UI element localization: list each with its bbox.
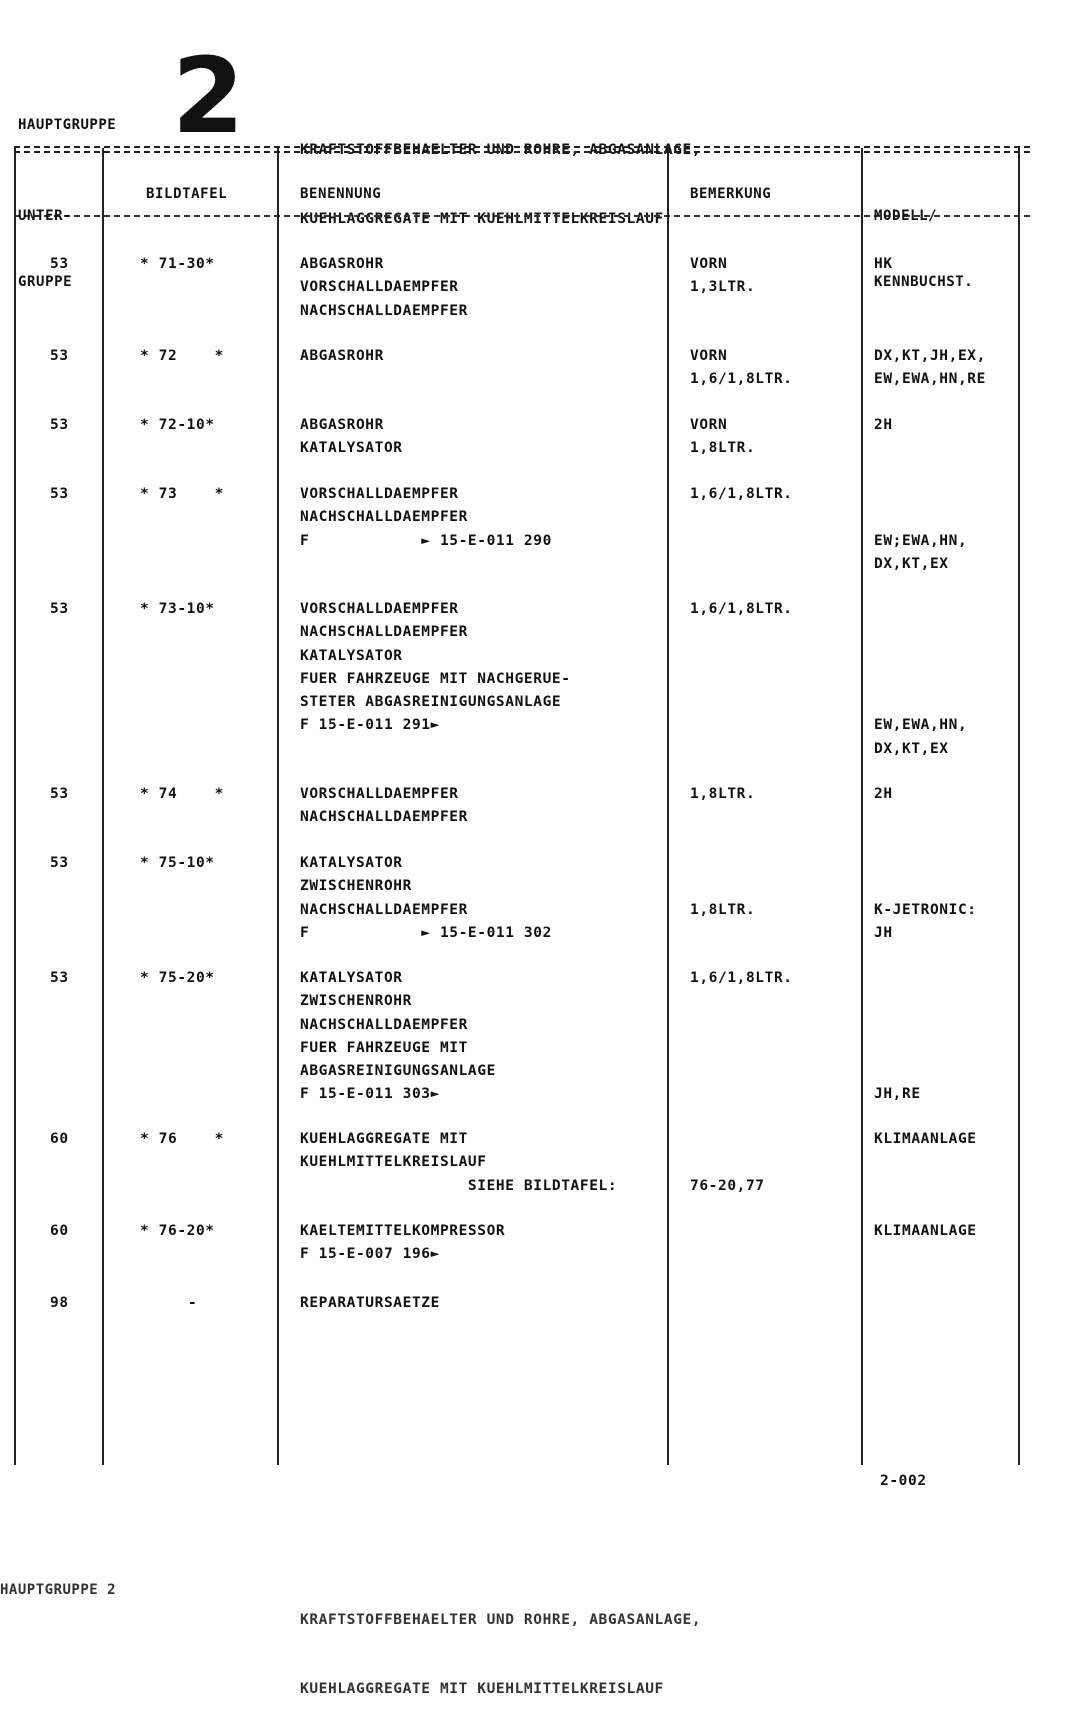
row-2-modell: [874, 345, 986, 392]
row-5-untergruppe: [50, 598, 69, 621]
column-header-modell-line-1: MODELL/: [874, 208, 938, 224]
row-8-modell: [874, 967, 921, 1107]
row-3-modell-line-1: 2H: [874, 417, 893, 433]
row-7-bemerkung-line-1: [690, 852, 755, 875]
row-7-benennung-line-4: F ► 15-E-011 302: [300, 924, 552, 941]
row-3-modell: [874, 414, 893, 437]
row-3-benennung: [300, 414, 403, 461]
footer-title: [300, 1563, 701, 1724]
row-5-modell-line-6: EW,EWA,HN,: [874, 717, 968, 734]
row-4-modell-line-2: [874, 506, 967, 529]
row-10-untergruppe-line-1: 60: [50, 1223, 69, 1239]
header-title-line-2: KUEHLAGGREGATE MIT KUEHLMITTELKREISLAUF: [300, 211, 664, 227]
row-4-bemerkung: [690, 483, 793, 506]
row-1-bildtafel-line-1: * 71-30*: [140, 256, 215, 272]
row-2-bemerkung-line-2: 1,6/1,8LTR.: [690, 371, 793, 388]
header-title-line-1: KRAFTSTOFFBEHAELTER UND ROHRE, ABGASANLAGE,: [300, 142, 702, 158]
column-divider-4: [861, 148, 863, 1465]
column-divider-3: [667, 148, 669, 1465]
row-2-benennung: [300, 345, 384, 368]
row-7-benennung-line-1: KATALYSATOR: [300, 855, 403, 871]
row-8-modell-line-5: [874, 1060, 921, 1083]
row-6-bemerkung-line-1: 1,8LTR.: [690, 786, 756, 802]
row-8-benennung-line-3: NACHSCHALLDAEMPFER: [300, 1016, 468, 1033]
row-9-benennung: [300, 1128, 617, 1198]
row-8-benennung-line-6: F 15-E-011 303►: [300, 1086, 440, 1103]
row-1-benennung-line-2: VORSCHALLDAEMPFER: [300, 279, 459, 296]
row-7-modell: [874, 852, 977, 945]
row-3-benennung-line-2: KATALYSATOR: [300, 440, 403, 457]
row-2-bemerkung: [690, 345, 793, 392]
column-header-bemerkung: BEMERKUNG: [690, 186, 772, 202]
row-1-untergruppe: [50, 253, 69, 276]
row-8-bildtafel: [140, 967, 215, 990]
row-9-benennung-line-2: KUEHLMITTELKREISLAUF: [300, 1154, 487, 1171]
row-8-bemerkung: [690, 967, 793, 990]
row-5-benennung-line-2: NACHSCHALLDAEMPFER: [300, 624, 468, 641]
row-4-untergruppe: [50, 483, 69, 506]
row-2-modell-line-1: DX,KT,JH,EX,: [874, 348, 986, 364]
row-11-bildtafel-line-1: -: [188, 1295, 198, 1311]
table-border-right: [1018, 148, 1020, 1465]
row-7-untergruppe-line-1: 53: [50, 855, 69, 871]
row-1-bemerkung-line-1: VORN: [690, 256, 728, 272]
row-8-bildtafel-line-1: * 75-20*: [140, 970, 215, 986]
row-2-untergruppe-line-1: 53: [50, 348, 69, 364]
row-5-modell: [874, 598, 967, 761]
column-header-untergruppe-line-2: GRUPPE: [18, 274, 73, 290]
row-6-bildtafel-line-1: * 74 *: [140, 786, 224, 802]
row-5-benennung-line-1: VORSCHALLDAEMPFER: [300, 601, 459, 617]
row-7-untergruppe: [50, 852, 69, 875]
row-2-benennung-line-1: ABGASROHR: [300, 348, 384, 364]
row-7-modell-line-1: [874, 852, 977, 875]
row-4-untergruppe-line-1: 53: [50, 486, 69, 502]
row-4-modell-line-4: DX,KT,EX: [874, 555, 949, 572]
row-7-benennung-line-3: NACHSCHALLDAEMPFER: [300, 901, 468, 918]
row-9-bildtafel-line-1: * 76 *: [140, 1131, 224, 1147]
row-3-bildtafel-line-1: * 72-10*: [140, 417, 215, 433]
row-4-modell-line-3: EW;EWA,HN,: [874, 532, 968, 549]
row-10-bildtafel-line-1: * 76-20*: [140, 1223, 215, 1239]
row-7-bemerkung: [690, 852, 755, 922]
footer-title-line-2: KUEHLAGGREGATE MIT KUEHLMITTELKREISLAUF: [300, 1681, 664, 1697]
row-1-bemerkung-line-2: 1,3LTR.: [690, 279, 756, 296]
header-title: [300, 93, 701, 254]
row-3-bemerkung-line-2: 1,8LTR.: [690, 440, 756, 457]
row-9-bemerkung-line-2: [690, 1151, 765, 1174]
row-1-untergruppe-line-1: 53: [50, 256, 69, 272]
row-5-modell-line-3: [874, 645, 967, 668]
row-2-modell-line-2: EW,EWA,HN,RE: [874, 371, 986, 388]
row-6-benennung-line-1: VORSCHALLDAEMPFER: [300, 786, 459, 802]
row-11-benennung-line-1: REPARATURSAETZE: [300, 1295, 440, 1311]
row-3-bildtafel: [140, 414, 215, 437]
row-7-modell-line-4: JH: [874, 924, 893, 941]
row-11-bildtafel: [188, 1292, 197, 1315]
row-3-untergruppe: [50, 414, 69, 437]
row-5-benennung-line-3: KATALYSATOR: [300, 647, 403, 664]
row-8-modell-line-4: [874, 1037, 921, 1060]
row-5-bemerkung-line-1: 1,6/1,8LTR.: [690, 601, 793, 617]
row-8-benennung-line-4: FUER FAHRZEUGE MIT: [300, 1039, 468, 1056]
footer-title-line-1: KRAFTSTOFFBEHAELTER UND ROHRE, ABGASANLAGE,: [300, 1612, 702, 1628]
row-4-modell: [874, 483, 967, 576]
row-7-bemerkung-line-3: 1,8LTR.: [690, 901, 756, 918]
row-10-modell: [874, 1220, 977, 1243]
row-6-modell: [874, 783, 893, 806]
row-6-benennung-line-2: NACHSCHALLDAEMPFER: [300, 809, 468, 826]
row-10-benennung-line-1: KAELTEMITTELKOMPRESSOR: [300, 1223, 506, 1239]
row-9-benennung-line-1: KUEHLAGGREGATE MIT: [300, 1131, 468, 1147]
row-5-benennung-line-4: FUER FAHRZEUGE MIT NACHGERUE-: [300, 670, 571, 687]
row-4-bildtafel-line-1: * 73 *: [140, 486, 224, 502]
row-1-benennung: [300, 253, 468, 323]
row-6-modell-line-1: 2H: [874, 786, 893, 802]
row-9-bemerkung: [690, 1128, 765, 1198]
row-4-benennung-line-3: F ► 15-E-011 290: [300, 532, 552, 549]
row-5-benennung-line-6: F 15-E-011 291►: [300, 717, 440, 734]
header-rule-top-2: [14, 151, 1030, 153]
column-header-modell: [874, 161, 973, 315]
table-border-left: [14, 148, 16, 1465]
row-3-untergruppe-line-1: 53: [50, 417, 69, 433]
row-4-modell-line-1: [874, 483, 967, 506]
row-5-bildtafel: [140, 598, 215, 621]
row-3-bemerkung: [690, 414, 755, 461]
row-9-modell-line-1: KLIMAANLAGE: [874, 1131, 977, 1147]
row-1-modell-line-1: HK: [874, 256, 893, 272]
row-8-modell-line-1: [874, 967, 921, 990]
row-6-benennung: [300, 783, 468, 830]
row-7-bildtafel-line-1: * 75-10*: [140, 855, 215, 871]
column-divider-2: [277, 148, 279, 1465]
header-group-number: 2: [172, 35, 245, 157]
row-9-bemerkung-line-1: [690, 1128, 765, 1151]
row-11-untergruppe-line-1: 98: [50, 1295, 69, 1311]
row-1-bemerkung: [690, 253, 755, 300]
row-2-bemerkung-line-1: VORN: [690, 348, 728, 364]
row-8-modell-line-6: JH,RE: [874, 1086, 921, 1103]
row-1-benennung-line-1: ABGASROHR: [300, 256, 384, 272]
column-divider-1: [102, 148, 104, 1465]
row-11-benennung: [300, 1292, 440, 1315]
row-5-bildtafel-line-1: * 73-10*: [140, 601, 215, 617]
row-7-benennung: [300, 852, 552, 945]
row-7-bildtafel: [140, 852, 215, 875]
row-7-modell-line-2: [874, 875, 977, 898]
page-number: 2-002: [880, 1473, 927, 1489]
row-10-untergruppe: [50, 1220, 69, 1243]
row-4-benennung: [300, 483, 552, 553]
row-8-benennung-line-5: ABGASREINIGUNGSANLAGE: [300, 1063, 496, 1080]
row-5-benennung: [300, 598, 571, 738]
row-9-untergruppe: [50, 1128, 69, 1151]
row-5-modell-line-2: [874, 621, 967, 644]
footer-label: HAUPTGRUPPE 2: [0, 1582, 117, 1598]
row-5-modell-line-7: DX,KT,EX: [874, 740, 949, 757]
row-9-benennung-line-3: SIEHE BILDTAFEL:: [300, 1177, 618, 1194]
row-3-bemerkung-line-1: VORN: [690, 417, 728, 433]
row-8-benennung: [300, 967, 496, 1107]
row-2-bildtafel-line-1: * 72 *: [140, 348, 224, 364]
row-10-benennung-line-2: F 15-E-007 196►: [300, 1246, 440, 1263]
row-1-benennung-line-3: NACHSCHALLDAEMPFER: [300, 302, 468, 319]
row-10-modell-line-1: KLIMAANLAGE: [874, 1223, 977, 1239]
row-5-modell-line-1: [874, 598, 967, 621]
row-5-modell-line-5: [874, 691, 967, 714]
row-9-untergruppe-line-1: 60: [50, 1131, 69, 1147]
row-6-bemerkung: [690, 783, 755, 806]
row-8-benennung-line-1: KATALYSATOR: [300, 970, 403, 986]
row-6-untergruppe-line-1: 53: [50, 786, 69, 802]
row-10-benennung: [300, 1220, 505, 1267]
column-header-untergruppe: [18, 161, 72, 315]
row-2-bildtafel: [140, 345, 224, 368]
row-7-modell-line-3: K-JETRONIC:: [874, 901, 977, 918]
row-4-benennung-line-2: NACHSCHALLDAEMPFER: [300, 509, 468, 526]
row-6-untergruppe: [50, 783, 69, 806]
row-5-modell-line-4: [874, 668, 967, 691]
column-header-modell-line-2: KENNBUCHST.: [874, 274, 974, 290]
row-6-bildtafel: [140, 783, 224, 806]
row-7-benennung-line-2: ZWISCHENROHR: [300, 878, 412, 895]
row-5-bemerkung: [690, 598, 793, 621]
row-11-untergruppe: [50, 1292, 69, 1315]
row-9-modell: [874, 1128, 977, 1151]
row-9-bildtafel: [140, 1128, 224, 1151]
header-rule-top: [14, 146, 1030, 148]
header-label: HAUPTGRUPPE: [18, 117, 117, 133]
row-5-untergruppe-line-1: 53: [50, 601, 69, 617]
row-5-benennung-line-5: STETER ABGASREINIGUNGSANLAGE: [300, 694, 562, 711]
column-header-untergruppe-line-1: UNTER-: [18, 208, 73, 224]
row-8-modell-line-3: [874, 1014, 921, 1037]
row-9-bemerkung-line-3: 76-20,77: [690, 1177, 765, 1194]
row-2-untergruppe: [50, 345, 69, 368]
row-10-bildtafel: [140, 1220, 215, 1243]
row-1-bildtafel: [140, 253, 215, 276]
row-8-bemerkung-line-1: 1,6/1,8LTR.: [690, 970, 793, 986]
column-header-bildtafel: BILDTAFEL: [146, 186, 228, 202]
row-8-untergruppe-line-1: 53: [50, 970, 69, 986]
row-4-bildtafel: [140, 483, 224, 506]
row-3-benennung-line-1: ABGASROHR: [300, 417, 384, 433]
row-8-modell-line-2: [874, 990, 921, 1013]
row-4-bemerkung-line-1: 1,6/1,8LTR.: [690, 486, 793, 502]
column-header-benennung: BENENNUNG: [300, 186, 382, 202]
row-7-bemerkung-line-2: [690, 875, 755, 898]
row-1-modell: [874, 253, 893, 276]
row-8-untergruppe: [50, 967, 69, 990]
row-4-benennung-line-1: VORSCHALLDAEMPFER: [300, 486, 459, 502]
row-8-benennung-line-2: ZWISCHENROHR: [300, 993, 412, 1010]
